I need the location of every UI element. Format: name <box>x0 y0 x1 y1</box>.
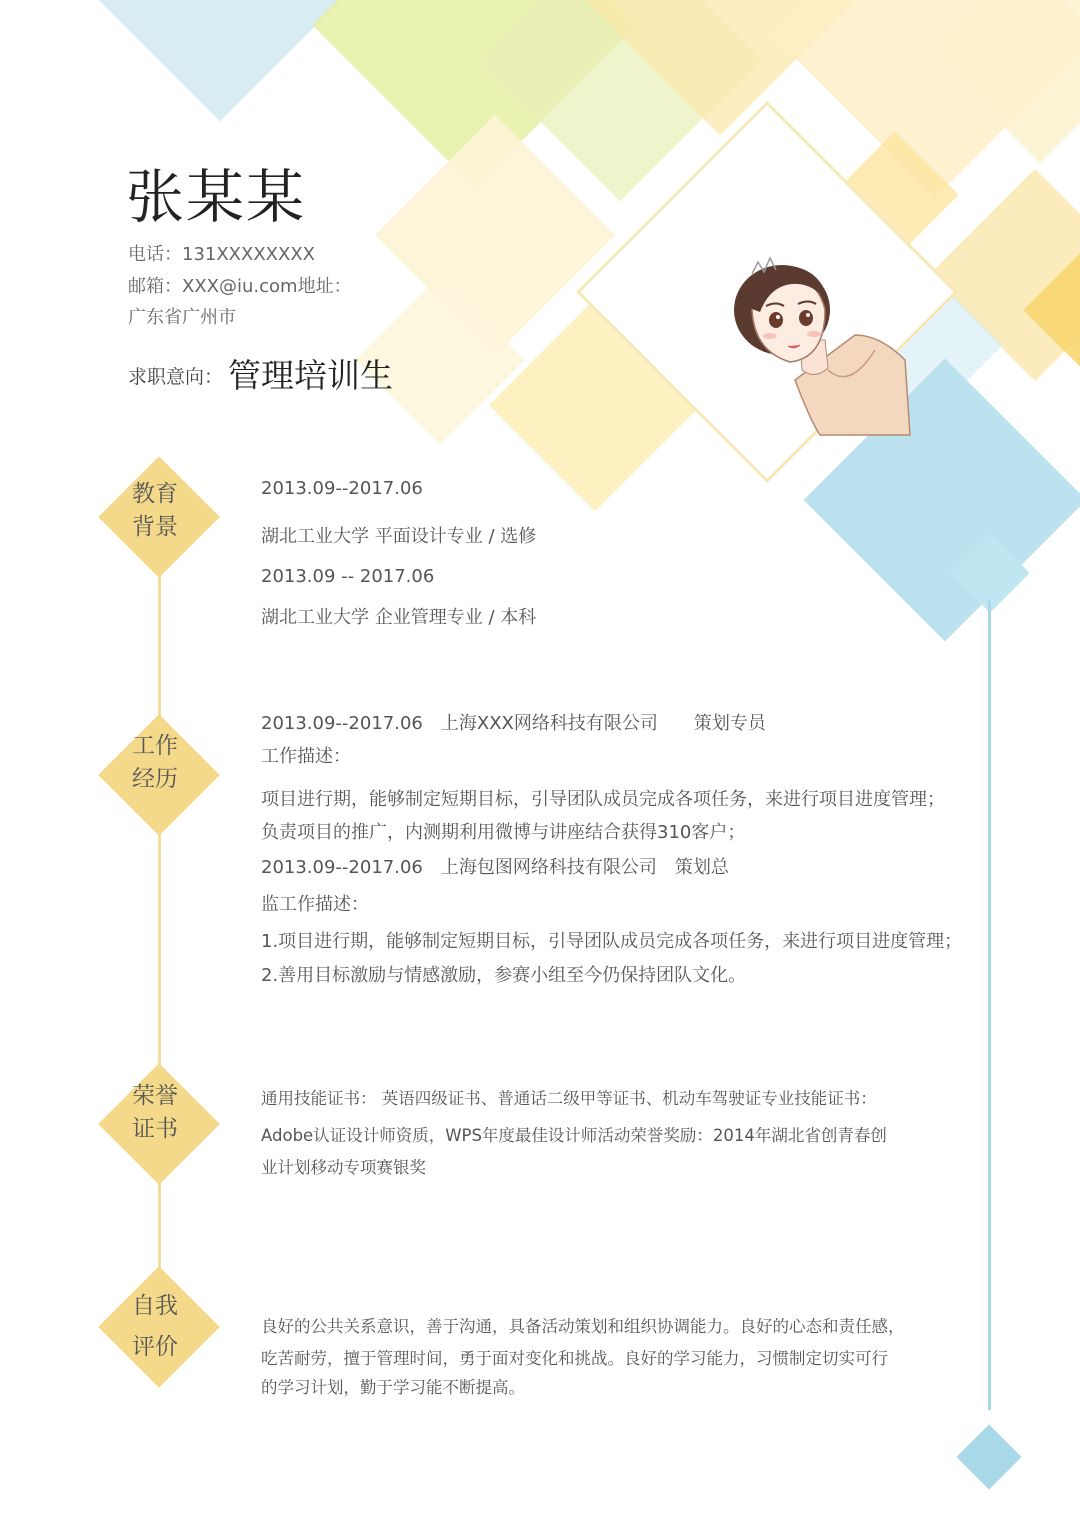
work-job-2-header <box>261 853 729 879</box>
work-job-1-date: 2013.09--2017.06 <box>261 713 423 734</box>
cartoon-girl-avatar-icon <box>700 240 920 444</box>
honors-line-1: 通用技能证书： 英语四级证书、普通话二级甲等证书、机动车驾驶证专业技能证书： <box>261 1089 877 1108</box>
education-entry-1-detail: 湖北工业大学 平面设计专业 / 选修 <box>261 526 537 547</box>
work-job-1-company: 上海XXX网络科技有限公司 <box>440 713 658 734</box>
education-entry-2-detail: 湖北工业大学 企业管理专业 / 本科 <box>261 607 537 628</box>
education-title: 教育 背景 <box>132 481 178 540</box>
education-entry-1-date: 2013.09--2017.06 <box>261 478 423 499</box>
work-job-1-line-1: 项目进行期，能够制定短期目标，引导团队成员完成各项任务，来进行项目进度管理； <box>261 789 945 810</box>
honors-line-2: Adobe认证设计师资质，WPS年度最佳设计师活动荣誉奖励：2014年湖北省创青春创 <box>261 1126 887 1145</box>
candidate-name: 张某某 <box>126 163 307 231</box>
job-intent-value: 管理培训生 <box>228 356 393 395</box>
self-eval-line-3: 的学习计划，勤于学习能不断提高。 <box>261 1378 525 1397</box>
work-job-1-position: 策划专员 <box>693 713 766 734</box>
email-address-line: 邮箱：XXX@iu.com地址： <box>128 276 352 297</box>
honors-title: 荣誉 证书 <box>132 1083 178 1142</box>
work-job-1-line-2: 负责项目的推广，内测期利用微博与讲座结合获得310客户； <box>261 822 746 843</box>
work-job-2-position: 策划总 <box>674 857 729 878</box>
left-timeline-line <box>158 520 161 1330</box>
right-timeline-line <box>988 600 991 1410</box>
work-job-2-line-1: 1.项目进行期，能够制定短期目标，引导团队成员完成各项任务，来进行项目进度管理； <box>261 931 963 952</box>
phone-line: 电话：131XXXXXXXX <box>128 244 316 265</box>
work-job-2-company: 上海包图网络科技有限公司 <box>440 857 657 878</box>
work-job-2-date: 2013.09--2017.06 <box>261 857 423 878</box>
self-eval-line-2: 吃苦耐劳，擅于管理时间，勇于面对变化和挑战。良好的学习能力，习惯制定切实可行 <box>261 1349 888 1368</box>
education-entry-2-date: 2013.09 -- 2017.06 <box>261 566 435 587</box>
work-title: 工作 经历 <box>132 733 178 792</box>
work-job-1-desc-label: 工作描述： <box>261 746 351 767</box>
work-job-2-desc-label: 监工作描述： <box>261 894 369 915</box>
work-job-1-header <box>261 709 766 735</box>
work-job-2-line-2: 2.善用目标激励与情感激励，参赛小组至今仍保持团队文化。 <box>261 965 747 986</box>
honors-line-3: 业计划移动专项赛银奖 <box>261 1158 426 1177</box>
self-eval-line-1: 良好的公共关系意识，善于沟通，具备活动策划和组织协调能力。良好的心态和责任感， <box>261 1317 905 1336</box>
job-intent-label: 求职意向： <box>128 366 224 388</box>
address-line: 广东省广州市 <box>128 307 236 328</box>
self-eval-title: 自我 评价 <box>132 1293 178 1360</box>
